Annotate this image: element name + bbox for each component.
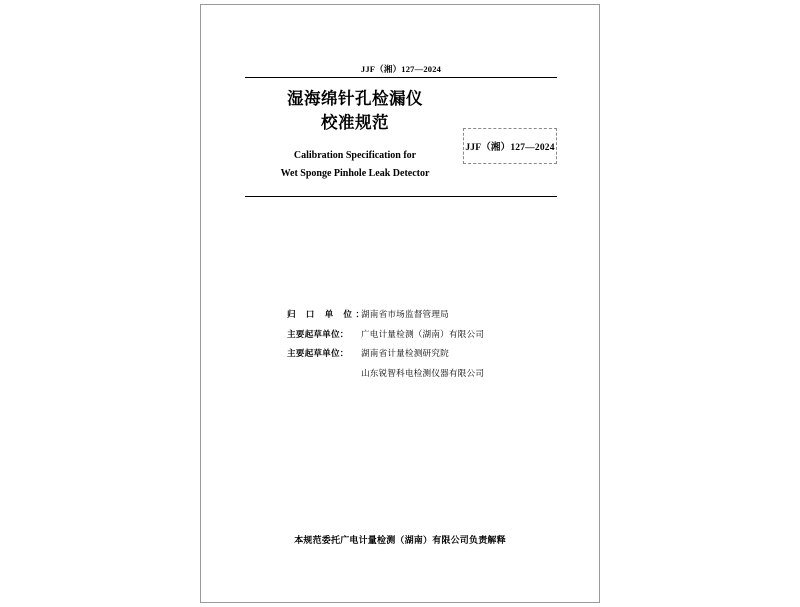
credit-label: 主要起草单位： bbox=[287, 329, 349, 340]
credit-row bbox=[287, 350, 537, 359]
credit-label: 归 口 单 位： bbox=[287, 310, 368, 320]
standard-number-header: JJF（湘）127—2024 bbox=[360, 64, 442, 74]
title-chinese bbox=[245, 87, 465, 135]
standard-code-text: JJF（湘）127—2024 bbox=[465, 143, 555, 153]
title-english bbox=[245, 147, 465, 184]
title-chinese-line-2: 校准规范 bbox=[321, 112, 389, 132]
credit-row bbox=[287, 331, 537, 340]
document-page bbox=[200, 4, 600, 603]
credit-row bbox=[361, 370, 537, 379]
title-english-line-1: Calibration Specification for bbox=[293, 149, 417, 161]
credit-row bbox=[287, 311, 537, 320]
bottom-divider-rule bbox=[245, 196, 557, 197]
credits-block bbox=[287, 311, 537, 389]
title-english-line-2: Wet Sponge Pinhole Leak Detector bbox=[280, 168, 430, 180]
credit-value: 湖南省市场监督管理局 bbox=[361, 310, 449, 320]
credit-label: 主要起草单位： bbox=[287, 349, 349, 360]
credit-value: 山东锐智科电检测仪器有限公司 bbox=[361, 368, 485, 379]
credit-value: 湖南省计量检测研究院 bbox=[361, 349, 449, 360]
top-divider-rule bbox=[245, 77, 557, 78]
footer-note: 本规范委托广电计量检测（湖南）有限公司负责解释 bbox=[294, 536, 506, 546]
credit-value: 广电计量检测（湖南）有限公司 bbox=[361, 329, 485, 340]
standard-code-box bbox=[463, 128, 557, 164]
title-chinese-line-1: 湿海绵针孔检漏仪 bbox=[287, 89, 423, 108]
title-block bbox=[245, 87, 465, 184]
